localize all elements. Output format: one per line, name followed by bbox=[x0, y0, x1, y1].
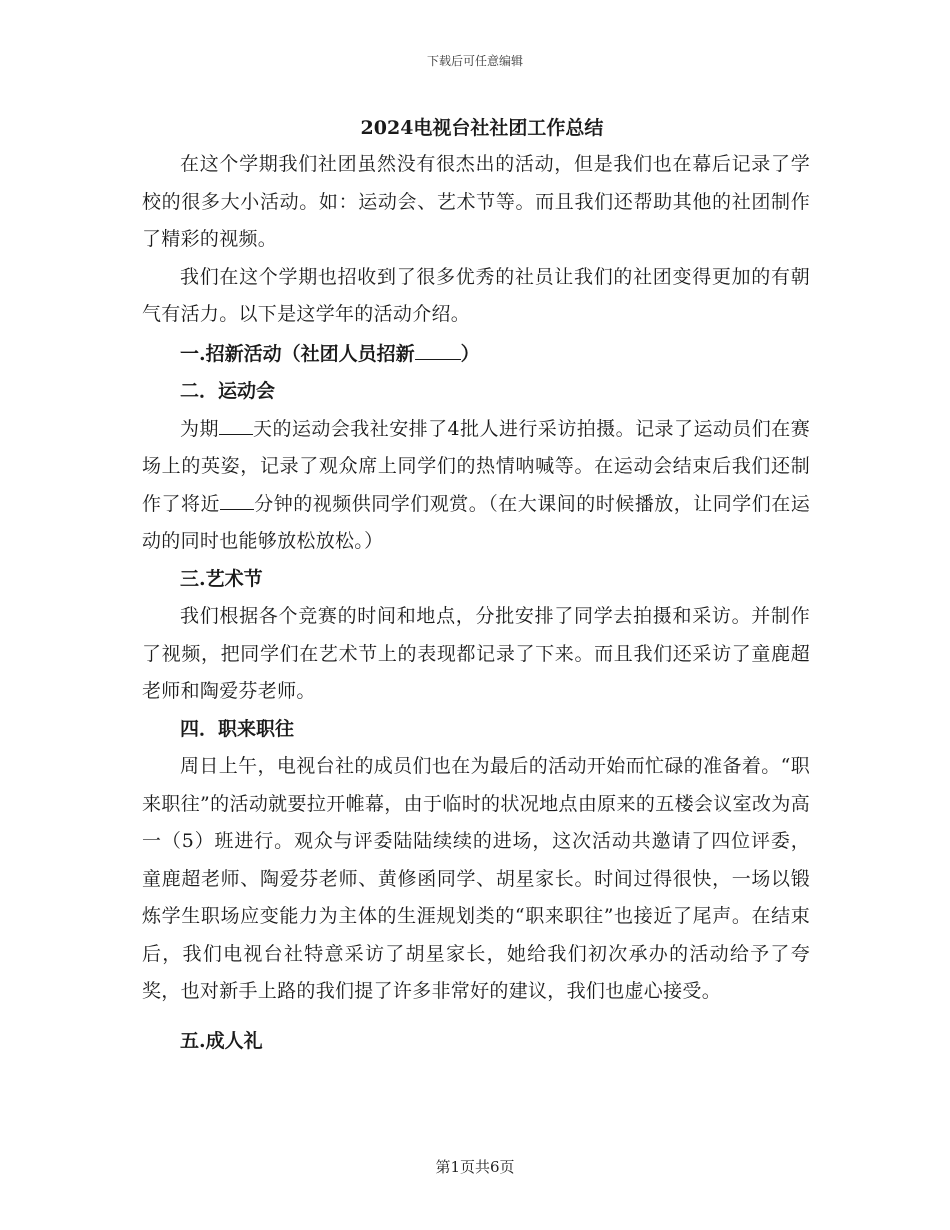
blank-line bbox=[220, 491, 254, 510]
section-heading-art-festival: 三.艺术节 bbox=[180, 567, 263, 590]
sports-meet-text-c: 分钟的视频供同学们观赏。（在大课间的时候播放，让同学们在运动的同时也能够放松放松。） bbox=[142, 492, 810, 552]
document-title: 2024电视台社社团工作总结 bbox=[360, 117, 604, 139]
page-number: 第1页共6页 bbox=[435, 1158, 515, 1176]
career-event-paragraph: 周日上午，电视台社的成员们也在为最后的活动开始而忙碌的准备着。“职来职往”的活动就要拉开帷幕，由于临时的状况地点由原来的五楼会议室改为高一（5）班进行。观众与评委陆陆续续的进场，这次活动共邀请了四位评委，童鹿超老师、陶爱芬老师、黄修函同学、胡星家长。时间过得很快，一场以锻炼学生职场应变能力为主体的生涯规划类的“职来职往”也接近了尾声。在结束后，我们电视台社特意采访了胡星家长，她给我们初次承办的活动给予了夸奖，也对新手上路的我们提了许多非常好的建议，我们也虚心接受。 bbox=[142, 755, 810, 1002]
document-body bbox=[142, 112, 810, 1060]
section-heading-recruitment bbox=[142, 336, 810, 374]
section-heading-sports-meet: 二．运动会 bbox=[180, 380, 276, 402]
sports-meet-text-a: 为期 bbox=[180, 417, 219, 440]
section-heading-recruitment-close: ） bbox=[460, 342, 480, 365]
section-heading-career-event: 四．职来职往 bbox=[180, 717, 295, 740]
blank-line bbox=[219, 416, 253, 435]
intro-paragraph-1: 在这个学期我们社团虽然没有很杰出的活动，但是我们也在幕后记录了学校的很多大小活动。如：运动会、艺术节等。而且我们还帮助其他的社团制作了精彩的视频。 bbox=[142, 153, 810, 250]
blank-line bbox=[415, 341, 461, 360]
sports-meet-paragraph bbox=[142, 411, 810, 561]
art-festival-paragraph: 我们根据各个竞赛的时间和地点，分批安排了同学去拍摄和采访。并制作了视频，把同学们在艺术节上的表现都记录了下来。而且我们还采访了童鹿超老师和陶爱芬老师。 bbox=[142, 605, 810, 702]
section-heading-recruitment-text: 一.招新活动（社团人员招新 bbox=[180, 342, 415, 365]
section-heading-coming-of-age: 五.成人礼 bbox=[180, 1029, 263, 1052]
page-header: 下载后可任意编辑 bbox=[426, 54, 523, 68]
intro-paragraph-2: 我们在这个学期也招收到了很多优秀的社员让我们的社团变得更加的有朝气有活力。以下是这学年的活动介绍。 bbox=[142, 265, 810, 325]
sports-meet-text-b: 天的运动会我社安排了4批人进行采访拍摄。记录了运动员们在赛场上的英姿，记录了观众席上同学们的热情呐喊等。在运动会结束后我们还制作了将近 bbox=[142, 417, 810, 515]
